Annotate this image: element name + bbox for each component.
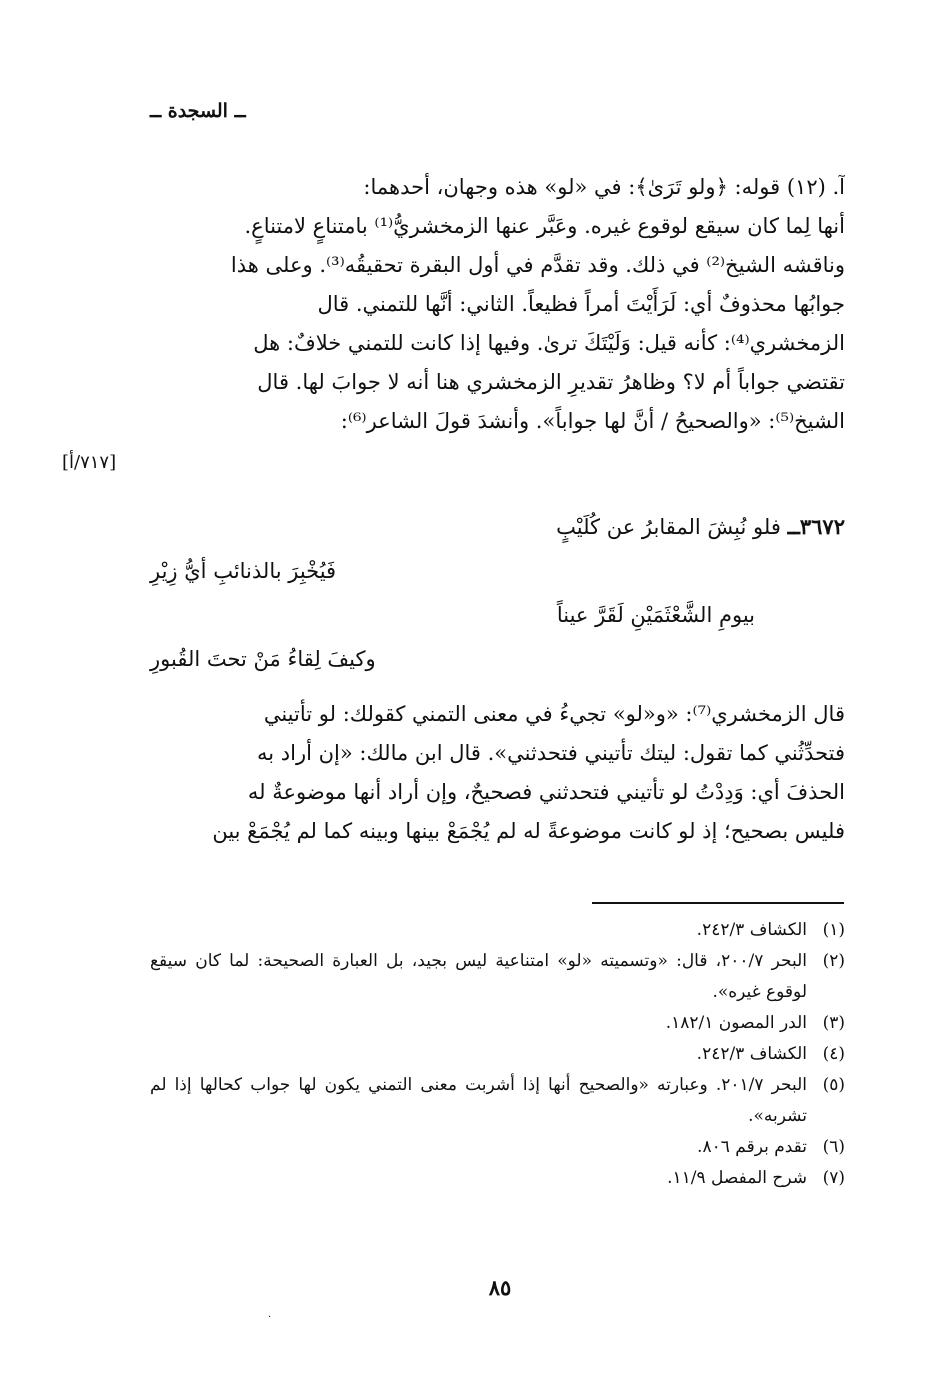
footnote [150, 946, 845, 1008]
footnote-text: الدر المصون ١٨٢/١. [665, 1013, 807, 1033]
footnote-text: تقدم برقم ٨٠٦. [697, 1137, 807, 1157]
footnote-number: (٦) [822, 1137, 845, 1157]
main-text [150, 168, 845, 441]
footnote [150, 1132, 845, 1163]
poem-hemistich: وكيفَ لِقاءُ مَنْ تحتَ القُبورِ [150, 647, 376, 671]
footnote-number: (١) [822, 920, 845, 940]
manuscript-folio-reference: [٧١٧/أ] [62, 452, 117, 473]
footnote-text: الكشاف ٢٤٢/٣. [696, 1044, 807, 1064]
footnote [150, 1163, 845, 1194]
footnote [150, 1070, 845, 1132]
footnote-text: الكشاف ٢٤٢/٣. [696, 920, 807, 940]
poem-verse [150, 505, 845, 681]
poem-hemistich: بيومِ الشَّعْثَمَيْنِ لَقَرَّ عيناً [556, 603, 755, 627]
footnote-number: (٢) [822, 951, 845, 971]
text-line: قال الزمخشري⁽⁷⁾: «و«لو» تجيءُ في معنى التمني كقولك: لو تأتيني [263, 702, 845, 726]
footnote-text: البحر ٢٠١/٧. وعبارته «والصحيح أنها إذا أشربت معنى التمني يكون لها جواب كحالها إذا لم تشربه». [150, 1075, 807, 1126]
footnote-number: (٤) [822, 1044, 845, 1064]
text-line: تقتضي جواباً أم لا؟ وظاهرُ تقديرِ الزمخشري هنا أنه لا جوابَ لها. قال [257, 370, 845, 394]
main-text-continued [150, 695, 845, 851]
text-line: أنها لِما كان سيقع لوقوع غيره. وعَبَّر عنها الزمخشريُّ⁽¹⁾ بامتناعٍ لامتناعٍ. [244, 214, 845, 238]
footnote [150, 1008, 845, 1039]
page-number: ٨٥ [488, 1275, 512, 1300]
footnote [150, 1039, 845, 1070]
footnote-number: (٥) [822, 1075, 845, 1095]
running-header: ــ السجدة ــ [150, 100, 246, 122]
text-line: فليس بصحيح؛ إذ لو كانت موضوعةً له لم يُجْمَعْ بينها وبينه كما لم يُجْمَعْ بين [212, 819, 845, 843]
verse-number: ٣٦٧٢ــ [787, 514, 845, 539]
poem-hemistich: فَيُخْبِرَ بالذنائبِ أيُّ زِيْرِ [150, 559, 337, 583]
footnote [150, 915, 845, 946]
poem-line-1 [150, 505, 845, 549]
poem-hemistich: فلو نُبِشَ المقابرُ عن كُلَيْبٍ [556, 515, 781, 539]
footnote-text: البحر ٢٠٠/٧، قال: «وتسميته «لو» امتناعية ليس بجيد، بل العبارة الصحيحة: لما كان سيقع لوقوع غيره». [150, 951, 807, 1002]
footnote-text: شرح المفصل ١١/٩. [667, 1168, 807, 1188]
footnote-separator [592, 902, 844, 904]
text-line: الزمخشري⁽⁴⁾: كأنه قيل: وَلَيْتَكَ ترىٰ. وفيها إذا كانت للتمني خلافٌ: هل [253, 331, 845, 355]
footnotes [150, 915, 845, 1194]
footnote-number: (٧) [822, 1168, 845, 1188]
footnote-number: (٣) [822, 1013, 845, 1033]
text-line: الشيخ⁽⁵⁾: «والصحيحُ / أنَّ لها جواباً». وأنشدَ قولَ الشاعر⁽⁶⁾: [340, 409, 845, 433]
text-line: الحذفَ أي: وَدِدْتُ لو تأتيني فتحدثني فصحيحٌ، وإن أراد أنها موضوعةٌ له [247, 780, 845, 804]
text-line: وناقشه الشيخ⁽²⁾ في ذلك. وقد تقدَّم في أول البقرة تحقيقُه⁽³⁾. وعلى هذا [230, 253, 845, 277]
text-line: فتحدِّثُني كما تقول: ليتك تأتيني فتحدثني». قال ابن مالك: «إن أراد به [257, 741, 845, 765]
scan-speck: · [268, 1312, 272, 1323]
text-line: آ. (١٢) قوله: ﴿ولو تَرَىٰ﴾: في «لو» هذه وجهان، أحدهما: [363, 175, 845, 199]
text-line: جوابُها محذوفٌ أي: لَرَأَيْتَ أمراً فظيعاً. الثاني: أنَّها للتمني. قال [317, 292, 845, 316]
